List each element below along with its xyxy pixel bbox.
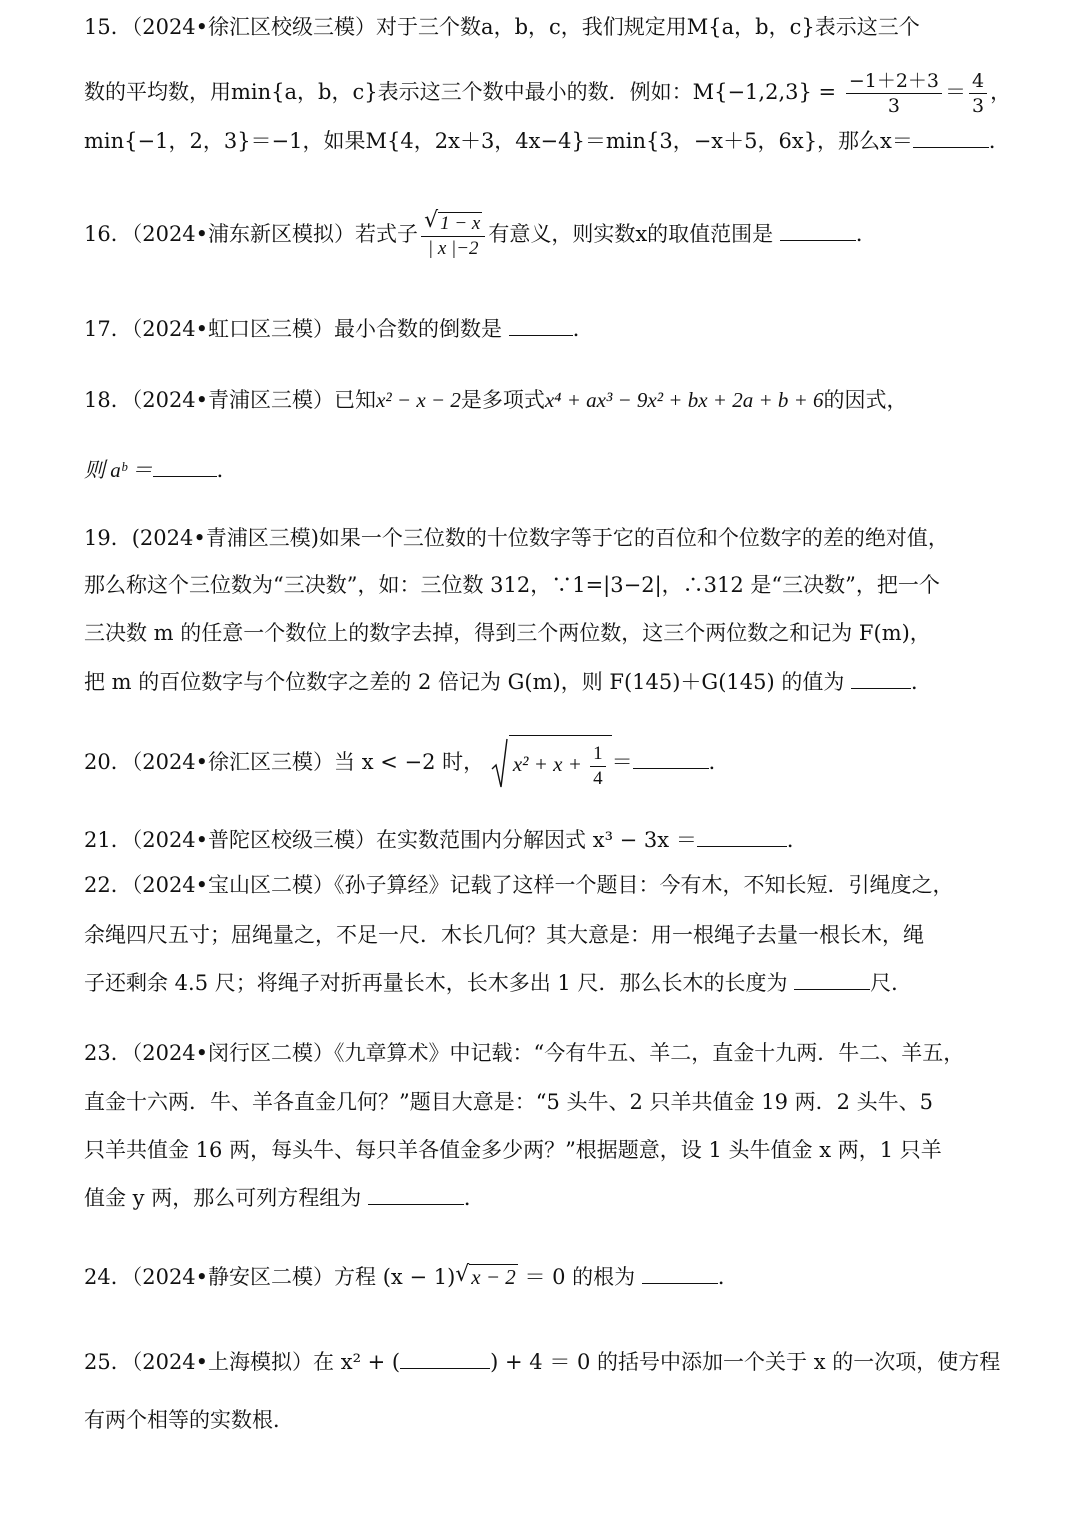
q15-text3: min{−1，2，3}＝−1，如果M{4，2x＋3，4x−4}＝min{3，−x＋5，6x}，那么x＝ (84, 129, 913, 153)
q15-line1 (84, 12, 920, 42)
q16-sqrt: √ 1 − x (424, 211, 482, 236)
q24-sqrt: √ x − 2 (455, 1262, 518, 1292)
q20-fraction: $\frac{1}{4}$ (590, 742, 606, 791)
q20-sqrt: x² + x + $\frac{1}{4}$ (491, 735, 612, 792)
q16-answer-blank[interactable] (780, 222, 856, 241)
q22-line3: 子还剩余 4.5 尺；将绳子对折再量长木，长木多出 1 尺．那么长木的长度为 尺． (84, 971, 913, 995)
q19-line2: 那么称这个三位数为“三决数”，如：三位数 312，∵1=|3−2|，∴312 是“三决数”，把一个 (84, 573, 940, 597)
q17-text: 17．（2024•虹口区三模）最小合数的倒数是 (84, 317, 503, 341)
q18-line1: 18．（2024•青浦区三模）已知x² − x − 2是多项式x⁴ + ax³ − 9x² + bx + 2a + b + 6的因式， (84, 388, 908, 412)
q23-line4: 值金 y 两，那么可列方程组为 ． (84, 1186, 485, 1210)
q22-answer-blank[interactable] (794, 971, 870, 990)
q23-line1: 23．（2024•闵行区二模）《九章算术》中记载：“今有牛五、羊二，直金十九两．牛二、羊五， (84, 1041, 965, 1065)
q17-line: 17．（2024•虹口区三模）最小合数的倒数是 ． (84, 317, 594, 341)
q15-answer-blank[interactable] (913, 129, 989, 148)
q23-line2: 直金十六两．牛、羊各直金几何？”题目大意是：“5 头牛、2 只羊共值金 19 两．2 头牛、5 (84, 1090, 934, 1114)
q18-text2: 则 aᵇ ＝ (84, 458, 153, 482)
q19-line3: 三决数 m 的任意一个数位上的数字去掉，得到三个两位数，这三个两位数之和记为 F(m)， (84, 621, 931, 645)
q25-line1: 25．（2024•上海模拟）在 x² + ( ) + 4 ＝ 0 的括号中添加一个关于 x 的一次项，使方程 (84, 1350, 1001, 1374)
q22-line1: 22．（2024•宝山区二模）《孙子算经》记载了这样一个题目：今有木，不知长短．引绳度之， (84, 873, 954, 897)
q19-line4: 把 m 的百位数字与个位数字之差的 2 倍记为 G(m)，则 F(145)＋G(145) 的值为 ． (84, 670, 933, 694)
q16-text-pre: 16．（2024•浦东新区模拟）若式子 (84, 222, 419, 246)
q18-expr1: x² − x − 2 (376, 388, 461, 412)
q16-fraction: √ $\frac{1 - x}{| x |-2}$ (421, 211, 485, 261)
q15-text2: 数的平均数，用min{a，b，c}表示这三个数中最小的数．例如：M{−1,2,3} = (84, 80, 843, 104)
q15-fraction2: $\frac{4}{3}$ (969, 69, 987, 118)
q21-answer-blank[interactable] (697, 828, 787, 847)
q25-text-pre: 25．（2024•上海模拟）在 x² + ( (84, 1350, 401, 1374)
q15-fraction1: $\frac{-1+2+3}{3}$ (846, 69, 942, 118)
q18-text-pre: 18．（2024•青浦区三模）已知 (84, 388, 377, 412)
q24-text-pre: 24．（2024•静安区二模）方程 (x − 1) (84, 1265, 456, 1289)
q18-expr2: x⁴ + ax³ − 9x² + bx + 2a + b + 6 (544, 388, 824, 412)
q21-line: 21．（2024•普陀区校级三模）在实数范围内分解因式 x³ − 3x ＝ ． (84, 828, 808, 852)
q16-line: 16．（2024•浦东新区模拟）若式子 √ $\frac{1 - x}{| x |-2}$ 有意义，则实数x的取值范围是 ． (84, 206, 877, 262)
q23-line3: 只羊共值金 16 两，每头牛、每只羊各值金多少两？”根据题意，设 1 头牛值金 x 两，1 只羊 (84, 1138, 942, 1162)
q19-answer-blank[interactable] (851, 670, 911, 689)
q20-text-pre: 20．（2024•徐汇区三模）当 x < −2 时， (84, 750, 485, 774)
q16-text-post: 有意义，则实数x的取值范围是 (488, 222, 774, 246)
q25-line2: 有两个相等的实数根． (84, 1408, 294, 1432)
q20-answer-blank[interactable] (633, 750, 709, 769)
q15-text1: 15．（2024•徐汇区校级三模）对于三个数a，b，c，我们规定用M{a，b，c}表示这三个 (84, 15, 920, 39)
q17-answer-blank[interactable] (509, 317, 573, 336)
q20-line: 20．（2024•徐汇区三模）当 x < −2 时， x² + x + $\frac{1}{4}$ ＝ ． (84, 734, 730, 790)
q18-answer-blank[interactable] (153, 458, 217, 477)
q25-answer-blank[interactable] (400, 1350, 490, 1369)
q24-answer-blank[interactable] (642, 1265, 718, 1284)
q22-line2: 余绳四尺五寸；屈绳量之，不足一尺．木长几何？其大意是：用一根绳子去量一根长木，绳 (84, 923, 924, 947)
q24-line: 24．（2024•静安区二模）方程 (x − 1)√ x − 2 ＝ 0 的根为 ． (84, 1262, 739, 1292)
radical-icon (491, 735, 509, 791)
q23-answer-blank[interactable] (368, 1186, 464, 1205)
q15-line3: min{−1，2，3}＝−1，如果M{4，2x＋3，4x−4}＝min{3，−x＋5，6x}，那么x＝ ． (84, 129, 1010, 153)
q19-line1: 19．(2024•青浦区三模)如果一个三位数的十位数字等于它的百位和个位数字的差的绝对值， (84, 526, 949, 550)
q18-line2: 则 aᵇ ＝ ． (84, 458, 238, 482)
q15-line2: 数的平均数，用min{a，b，c}表示这三个数中最小的数．例如：M{−1,2,3} = $\frac{-1+2+3}{3}$ ＝ $\frac{4}{3}$ ， (84, 70, 1012, 117)
q21-text: 21．（2024•普陀区校级三模）在实数范围内分解因式 x³ − 3x ＝ (84, 828, 697, 852)
